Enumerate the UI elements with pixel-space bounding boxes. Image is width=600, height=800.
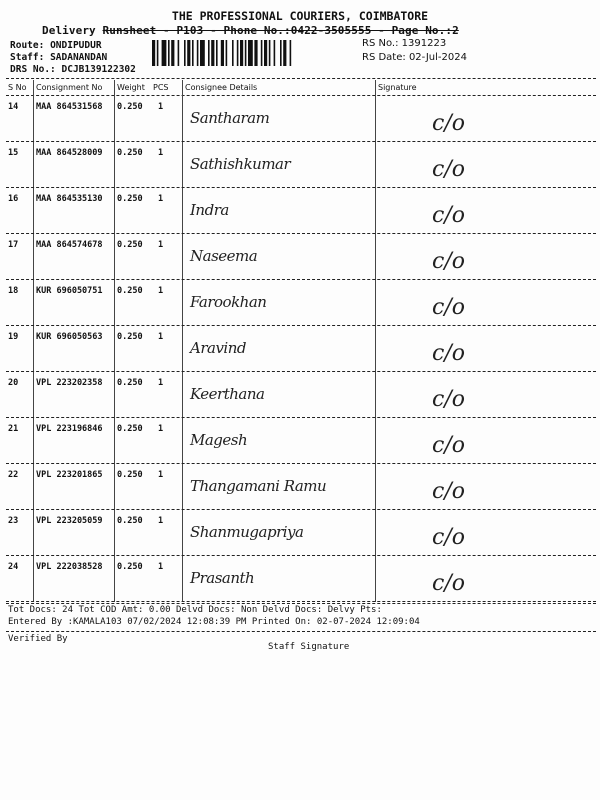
barcode-bar (211, 40, 214, 66)
drs-value: DCJB139122302 (61, 64, 136, 75)
row-consignee: Sathishkumar (190, 155, 291, 173)
row-pcs: 1 (158, 194, 164, 204)
col-sno: S No (8, 83, 27, 92)
barcode-bar (232, 40, 234, 66)
row-pcs: 1 (158, 562, 164, 572)
row-signature: c/o (432, 203, 465, 228)
row-separator (6, 325, 596, 326)
row-sno: 14 (8, 102, 19, 112)
route-line (10, 40, 102, 51)
row-separator (6, 279, 596, 280)
row-weight: 0.250 (117, 286, 143, 296)
row-consignment: MAA 864528009 (36, 148, 103, 158)
row-signature: c/o (432, 433, 465, 458)
drs-label: DRS No.: (10, 64, 56, 75)
barcode-bar (248, 40, 253, 66)
row-consignment: KUR 696050751 (36, 286, 103, 296)
row-signature: c/o (432, 249, 465, 274)
row-signature: c/o (432, 479, 465, 504)
row-pcs: 1 (158, 286, 164, 296)
row-sno: 16 (8, 194, 19, 204)
rs-date (362, 52, 467, 63)
rs-no-label: RS No.: (362, 38, 399, 49)
row-consignment: VPL 223201865 (36, 470, 103, 480)
drs-line (10, 64, 136, 75)
row-consignment: MAA 864531568 (36, 102, 103, 112)
row-consignee: Indra (190, 201, 229, 219)
divider (33, 80, 34, 602)
row-sno: 24 (8, 562, 19, 572)
barcode-bar (240, 40, 243, 66)
barcode-bar (187, 40, 190, 66)
header-rule-top (6, 78, 596, 79)
barcode-bar (200, 40, 205, 66)
row-consignee: Naseema (190, 247, 258, 265)
barcode-bar (221, 40, 224, 66)
row-pcs: 1 (158, 148, 164, 158)
row-consignment: MAA 864574678 (36, 240, 103, 250)
row-signature: c/o (432, 341, 465, 366)
row-sno: 15 (8, 148, 19, 158)
barcode-bar (290, 40, 292, 66)
rs-no-value: 1391223 (401, 38, 447, 49)
barcode-bar (237, 40, 239, 66)
barcode-bar (274, 40, 276, 66)
barcode-bar (264, 40, 267, 66)
row-separator (6, 509, 596, 510)
col-consignee: Consignee Details (185, 83, 258, 92)
row-consignee: Santharam (190, 109, 270, 127)
barcode-bar (168, 40, 170, 66)
barcode-bar (171, 40, 174, 66)
row-weight: 0.250 (117, 148, 143, 158)
row-signature: c/o (432, 387, 465, 412)
row-pcs: 1 (158, 332, 164, 342)
divider (182, 80, 183, 602)
row-consignment: VPL 222038528 (36, 562, 103, 572)
route-value: ONDIPUDUR (50, 40, 102, 51)
row-sno: 18 (8, 286, 19, 296)
barcode-bar (283, 40, 286, 66)
row-consignee: Keerthana (190, 385, 265, 403)
row-consignment: VPL 223205059 (36, 516, 103, 526)
row-weight: 0.250 (117, 194, 143, 204)
barcode-bar (261, 40, 263, 66)
row-separator (6, 371, 596, 372)
barcode-bar (208, 40, 210, 66)
staff-line (10, 52, 107, 63)
header-rule-bottom (6, 95, 596, 96)
row-sno: 21 (8, 424, 19, 434)
row-pcs: 1 (158, 516, 164, 526)
barcode-bar (226, 40, 228, 66)
row-separator (6, 463, 596, 464)
row-consignment: VPL 223196846 (36, 424, 103, 434)
row-pcs: 1 (158, 378, 164, 388)
divider (114, 80, 115, 602)
row-pcs: 1 (158, 424, 164, 434)
row-signature: c/o (432, 295, 465, 320)
route-label: Route: (10, 40, 45, 51)
entered-line: Entered By :KAMALA103 07/02/2024 12:08:39 PM Printed On: 02-07-2024 12:09:04 (8, 617, 420, 627)
row-signature: c/o (432, 157, 465, 182)
rs-date-label: RS Date: (362, 52, 406, 63)
row-weight: 0.250 (117, 332, 143, 342)
subtitle-struck: Runsheet - P103 - Phone No.:0422-3505555 - Page No.:2 (102, 24, 459, 37)
barcode-bar (269, 40, 271, 66)
row-consignment: KUR 696050563 (36, 332, 103, 342)
barcode-image (152, 40, 356, 66)
row-sno: 19 (8, 332, 19, 342)
rs-date-value: 02-Jul-2024 (408, 52, 467, 63)
verified-by-label: Verified By (8, 634, 68, 644)
row-weight: 0.250 (117, 470, 143, 480)
row-pcs: 1 (158, 102, 164, 112)
row-consignee: Shanmugapriya (190, 523, 304, 541)
row-weight: 0.250 (117, 240, 143, 250)
rs-number (362, 38, 446, 49)
footer-rule (6, 603, 596, 604)
barcode-bar (216, 40, 218, 66)
row-sno: 20 (8, 378, 19, 388)
row-separator (6, 417, 596, 418)
row-consignment: MAA 864535130 (36, 194, 103, 204)
row-signature: c/o (432, 571, 465, 596)
col-weight: Weight (117, 83, 145, 92)
row-consignee: Aravind (190, 339, 246, 357)
row-separator (6, 601, 596, 602)
row-weight: 0.250 (117, 378, 143, 388)
row-pcs: 1 (158, 240, 164, 250)
row-consignment: VPL 223202358 (36, 378, 103, 388)
row-separator (6, 141, 596, 142)
barcode-bar (197, 40, 199, 66)
row-consignee: Prasanth (190, 569, 255, 587)
staff-value: SADANANDAN (50, 52, 108, 63)
staff-label: Staff: (10, 52, 45, 63)
row-separator (6, 555, 596, 556)
row-weight: 0.250 (117, 424, 143, 434)
row-sno: 23 (8, 516, 19, 526)
col-signature: Signature (378, 83, 417, 92)
divider (375, 80, 376, 602)
row-signature: c/o (432, 111, 465, 136)
barcode-bar (245, 40, 247, 66)
document-title: THE PROFESSIONAL COURIERS, COIMBATORE (171, 9, 429, 23)
row-separator (6, 187, 596, 188)
barcode-bar (192, 40, 194, 66)
col-pcs: PCS (153, 83, 169, 92)
barcode-bar (254, 40, 257, 66)
barcode-bar (184, 40, 186, 66)
row-consignee: Magesh (190, 431, 248, 449)
staff-signature-label: Staff Signature (268, 642, 350, 652)
subtitle-prefix: Delivery (42, 24, 103, 37)
footer-rule-bottom (6, 631, 596, 632)
col-consignment: Consignment No (36, 83, 103, 92)
row-consignee: Farookhan (190, 293, 267, 311)
runsheet-subtitle (42, 24, 459, 37)
totals-line: Tot Docs: 24 Tot COD Amt: 0.00 Delvd Docs: Non Delvd Docs: Delvy Pts: (8, 605, 382, 615)
row-weight: 0.250 (117, 102, 143, 112)
row-separator (6, 233, 596, 234)
row-weight: 0.250 (117, 562, 143, 572)
row-weight: 0.250 (117, 516, 143, 526)
barcode-bar (280, 40, 282, 66)
barcode-bar (178, 40, 180, 66)
barcode-bar (152, 40, 155, 66)
row-sno: 22 (8, 470, 19, 480)
barcode-bar (162, 40, 167, 66)
barcode-bar (157, 40, 159, 66)
row-sno: 17 (8, 240, 19, 250)
row-signature: c/o (432, 525, 465, 550)
row-pcs: 1 (158, 470, 164, 480)
row-consignee: Thangamani Ramu (190, 477, 327, 495)
